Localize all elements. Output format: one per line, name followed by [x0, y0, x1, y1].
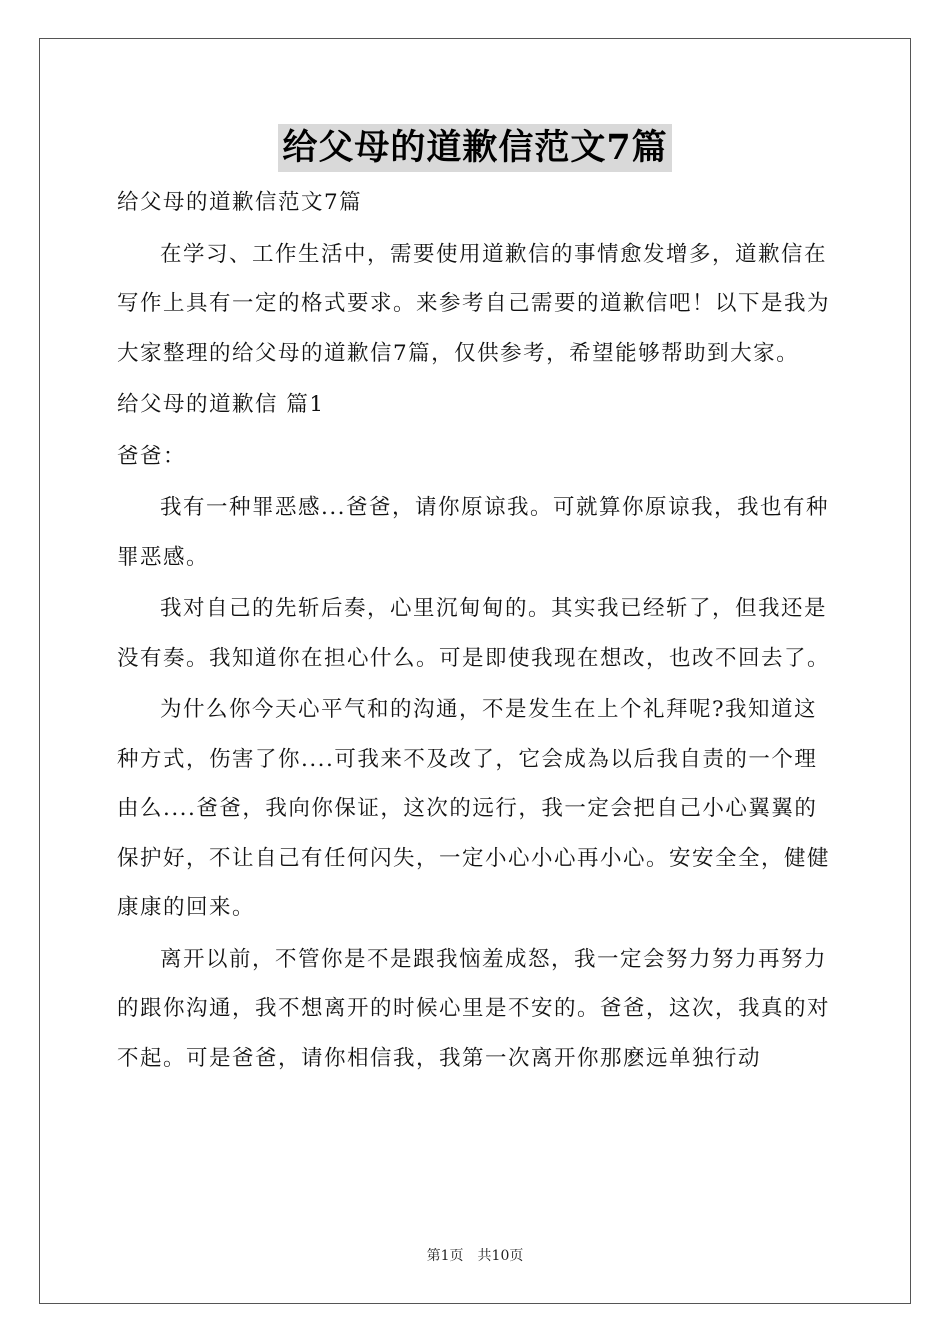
paragraph: 我有一种罪恶感...爸爸，请你原谅我。可就算你原谅我，我也有种罪恶感。 [117, 495, 830, 570]
paragraph: 离开以前，不管你是不是跟我恼羞成怒，我一定会努力努力再努力的跟你沟通，我不想离开的时候心里是不安的。爸爸，这次，我真的对不起。可是爸爸，请你相信我，我第一次离开你那麽远单独行动 [117, 946, 831, 1071]
paragraph: 我对自己的先斩后奏，心里沉甸甸的。其实我已经斩了，但我还是没有奏。我知道你在担心什么。可是即使我现在想改，也改不回去了。 [117, 596, 831, 671]
paragraph-subtitle: 给父母的道歉信范文7篇 [117, 190, 363, 215]
page-number: 第1页 [426, 1248, 464, 1264]
section-heading-1: 给父母的道歉信 篇1 [117, 392, 325, 417]
page-footer [0, 1245, 950, 1265]
paragraph-intro: 在学习、工作生活中，需要使用道歉信的事情愈发增多，道歉信在写作上具有一定的格式要求。来参考自己需要的道歉信吧！以下是我为大家整理的给父母的道歉信7篇，仅供参考，希望能够帮助到大家。 [117, 241, 831, 366]
salutation: 爸爸： [117, 443, 187, 469]
document-title-text: 给父母的道歉信范文7篇 [278, 124, 671, 172]
document-title [0, 124, 950, 172]
document-body [117, 176, 835, 1083]
paragraph: 为什么你今天心平气和的沟通，不是发生在上个礼拜呢?我知道这种方式，伤害了你....可我来不及改了，它会成為以后我自责的一个理由么....爸爸，我向你保证，这次的远行，我一定会把自己小心翼翼的保护好，不让自己有任何闪失，一定小心小心再小心。安安全全，健健康康的回来。 [117, 697, 831, 920]
page-total: 共10页 [477, 1248, 524, 1264]
